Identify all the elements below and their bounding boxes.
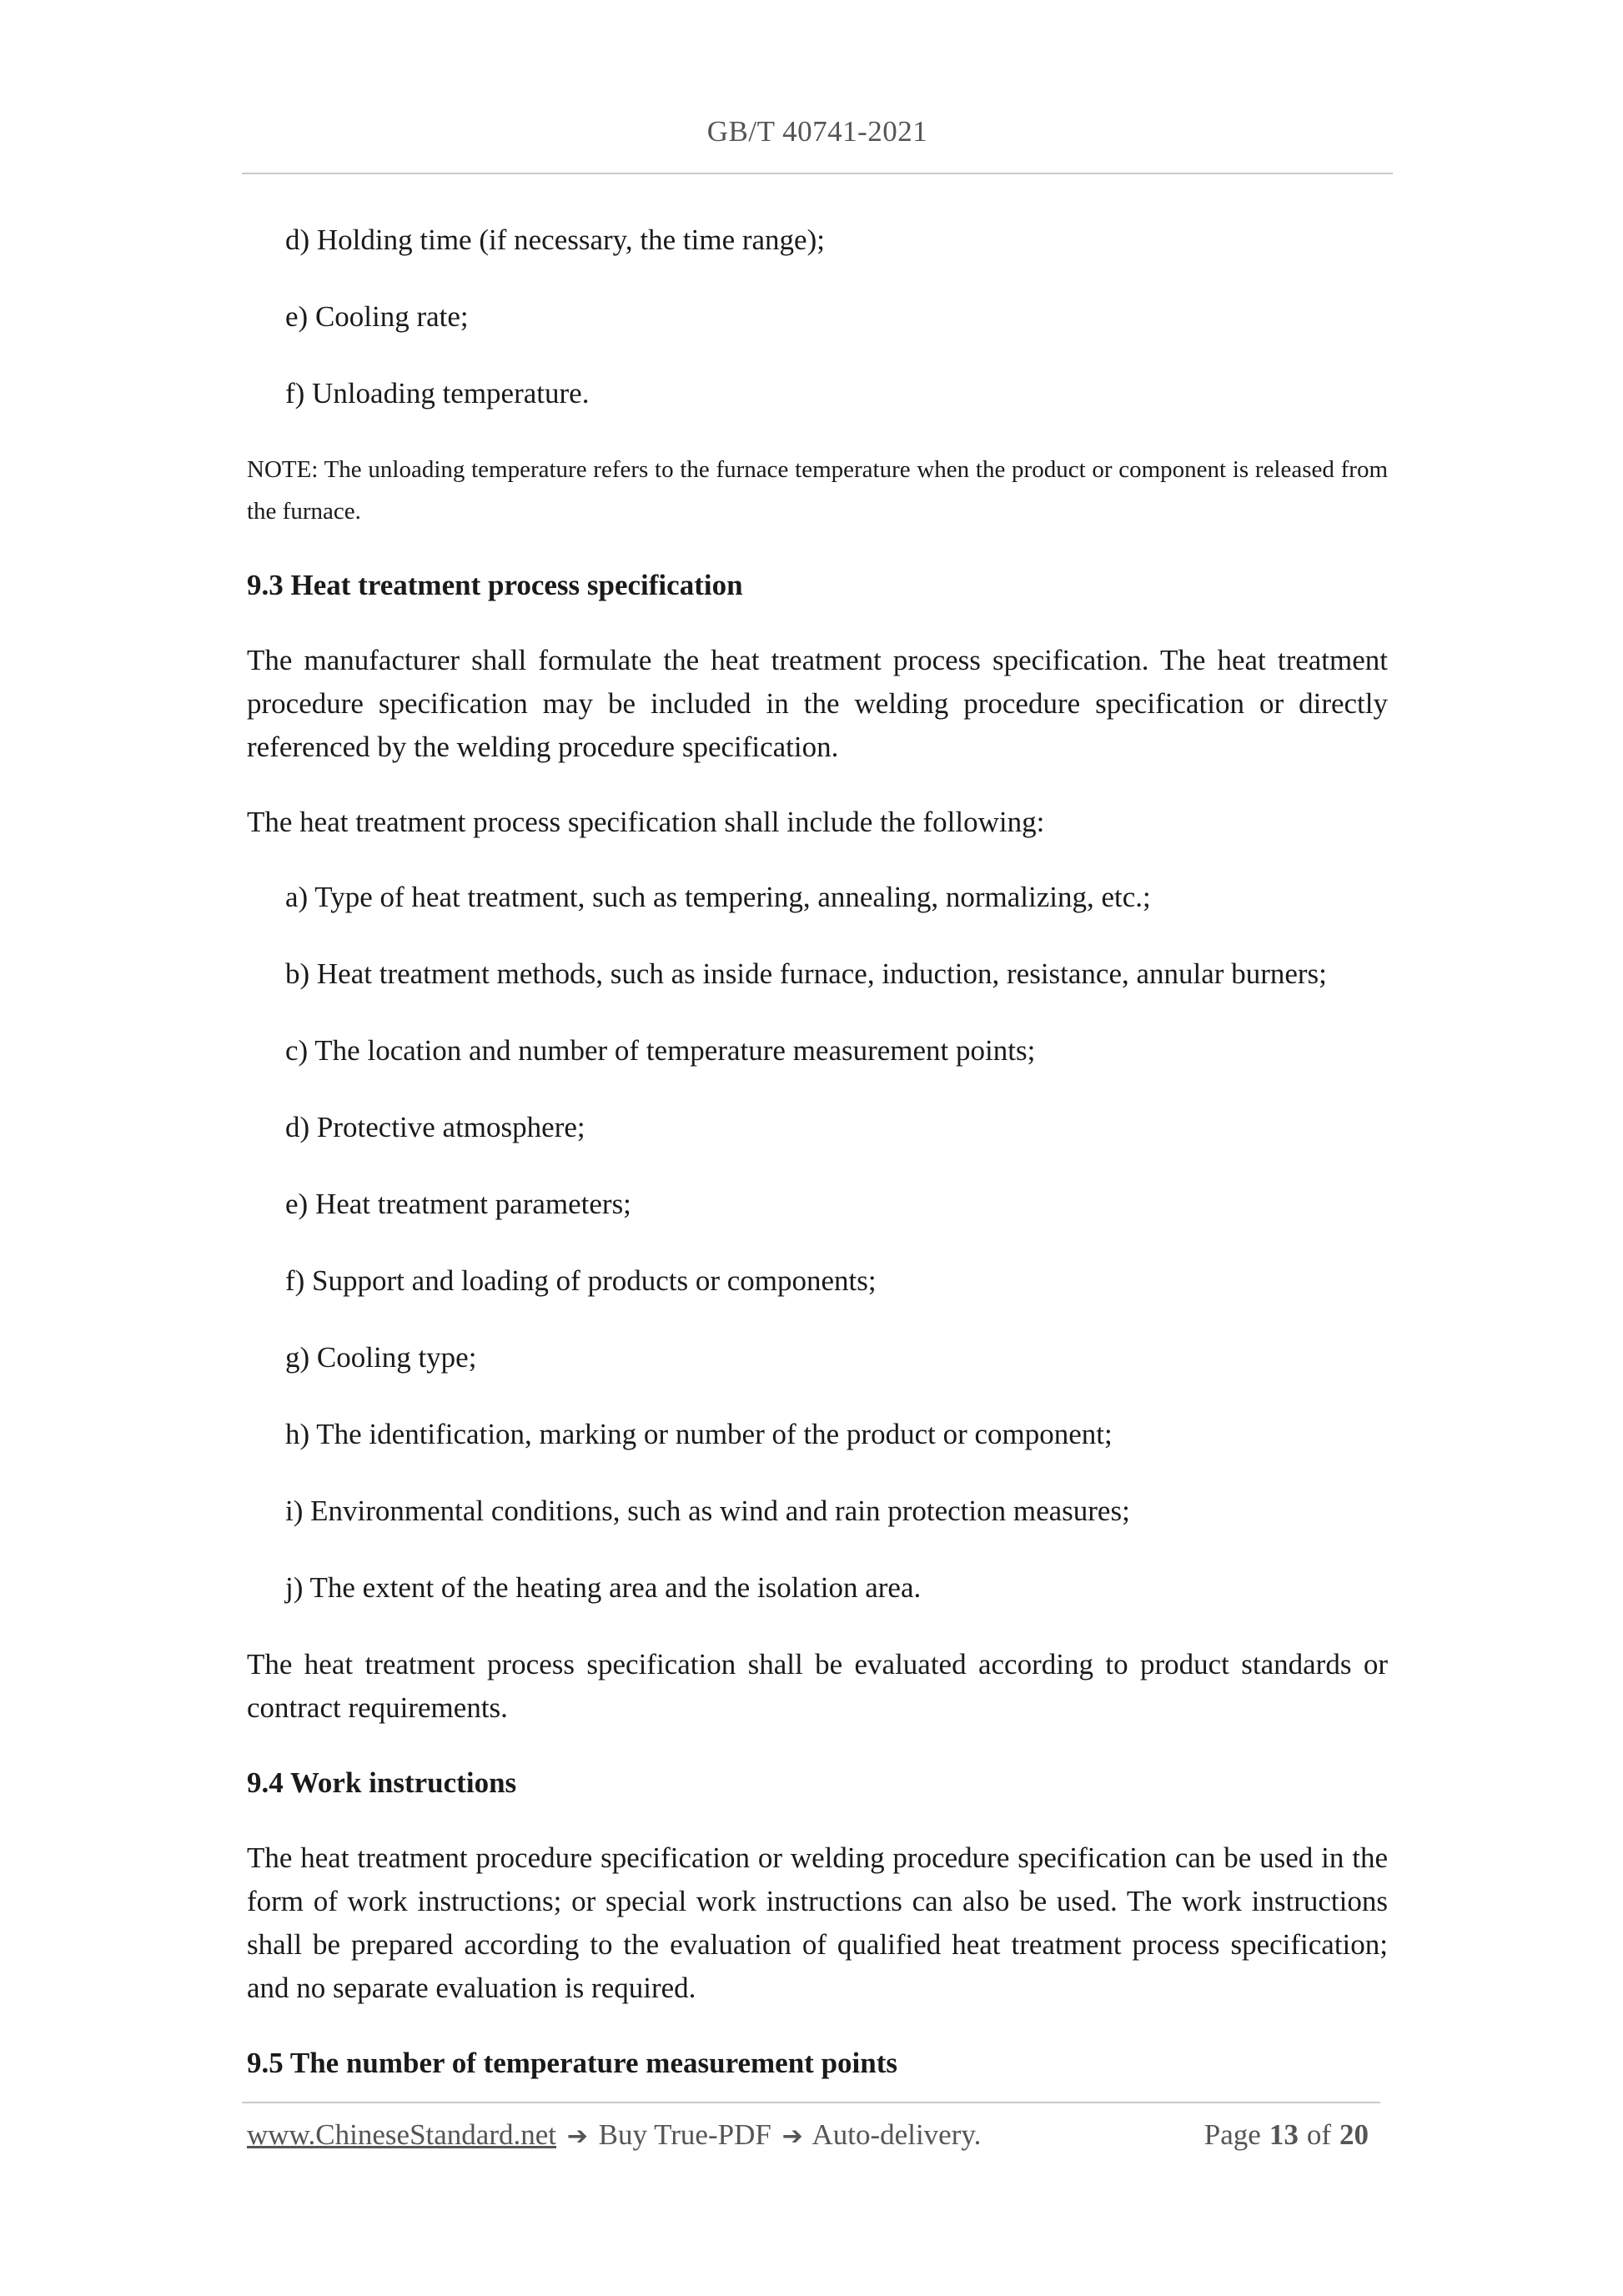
page-of-label: of bbox=[1306, 2118, 1331, 2151]
page-number bbox=[1204, 2118, 1377, 2152]
list-item: e) Heat treatment parameters; bbox=[285, 1188, 631, 1220]
list-item: j) The extent of the heating area and the isolation area. bbox=[285, 1571, 922, 1604]
paragraph: The heat treatment process specification shall be evaluated according to product standards or contract requirements. bbox=[247, 1648, 1388, 1724]
page-label: Page bbox=[1203, 2118, 1261, 2151]
note-text: NOTE: The unloading temperature refers to the furnace temperature when the product or component is released from the furnace. bbox=[247, 456, 1388, 525]
page-footer bbox=[247, 2118, 1377, 2152]
list-item: a) Type of heat treatment, such as tempering, annealing, normalizing, etc.; bbox=[285, 881, 1151, 913]
section-heading-9-3: 9.3 Heat treatment process specification bbox=[247, 569, 743, 601]
page-current: 13 bbox=[1269, 2118, 1299, 2151]
list-item: f) Unloading temperature. bbox=[285, 377, 590, 409]
list-item: d) Protective atmosphere; bbox=[285, 1111, 585, 1143]
paragraph: The heat treatment procedure specification or welding procedure specification can be used in the form of work instructions; or special work instructions can also be used. The work instructions shall be prepared according to the evaluation of qualified heat treatment process specification; and no separate evaluation is required. bbox=[247, 1841, 1388, 2004]
list-item: e) Cooling rate; bbox=[285, 300, 469, 333]
section-heading-9-4: 9.4 Work instructions bbox=[247, 1766, 517, 1799]
section-heading-9-5: 9.5 The number of temperature measurement points bbox=[247, 2047, 897, 2079]
page-total: 20 bbox=[1339, 2118, 1369, 2151]
arrow-right-icon: ➔ bbox=[566, 2122, 588, 2151]
paragraph: The manufacturer shall formulate the heat treatment process specification. The heat treatment procedure specification may be included in the welding procedure specification or directly referenced by the welding procedure specification. bbox=[247, 644, 1388, 763]
list-item: f) Support and loading of products or components; bbox=[285, 1264, 877, 1297]
list-item: b) Heat treatment methods, such as inside furnace, induction, resistance, annular burners; bbox=[285, 957, 1327, 990]
list-item: h) The identification, marking or number of the product or component; bbox=[285, 1418, 1113, 1450]
buy-text: Buy True-PDF bbox=[598, 2118, 771, 2151]
list-item: i) Environmental conditions, such as wind and rain protection measures; bbox=[285, 1495, 1130, 1527]
list-item: d) Holding time (if necessary, the time range); bbox=[285, 224, 825, 256]
list-item: g) Cooling type; bbox=[285, 1341, 477, 1374]
page-content bbox=[247, 219, 1388, 2117]
page-header-title: GB/T 40741-2021 bbox=[706, 115, 928, 148]
delivery-text: Auto-delivery. bbox=[812, 2118, 982, 2151]
paragraph: The heat treatment process specification shall include the following: bbox=[247, 806, 1045, 838]
list-item: c) The location and number of temperature measurement points; bbox=[285, 1034, 1036, 1067]
footer-divider bbox=[242, 2102, 1380, 2103]
footer-promo bbox=[247, 2118, 981, 2152]
header-divider bbox=[242, 173, 1393, 174]
arrow-right-icon: ➔ bbox=[781, 2122, 803, 2151]
website-link[interactable]: www.ChineseStandard.net bbox=[247, 2118, 556, 2151]
